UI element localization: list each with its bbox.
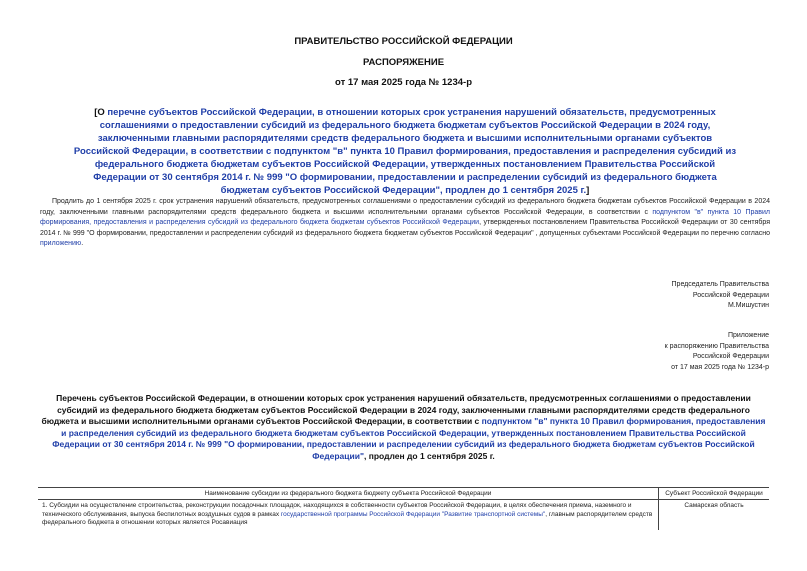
appendix-ref-2: Российской Федерации	[692, 353, 769, 360]
title-link[interactable]: перечне субъектов Российской Федерации, в отношении которых срок устранения нарушений обязательств, предусмотренных соглашениями о предоставлении субсидий из федерального бюджета бюджетам субъектов Российской Федерации в 2024 году, заключенными главными распорядителями средств федерального бюджета и высшими исполнительными органами субъектов Российской Федерации, в соответствии с подпунктом "в" пункта 10 Правил формирования, предоставления и распределения субсидий из федерального бюджета бюджетам субъектов Российской Федерации, утвержденных постановлением Правительства Российской Федерации от 30 сентября 2014 г. № 999 "О формировании, предоставлении и распределении субсидий из федерального бюджета бюджетам субъектов Российской Федерации", продлен до 1 сентября 2025 г.	[73, 107, 737, 196]
document-title	[70, 106, 740, 197]
table-row	[38, 500, 769, 530]
title-bracket-open: [	[94, 107, 98, 118]
list-title-text-2: , продлен до 1 сентября 2025 г.	[363, 450, 495, 461]
paragraph-text-1: Продлить до 1 сентября 2025 г. срок устранения нарушений обязательств, предусмотренных соглашениями о предоставлении субсидий из федерального бюджета бюджетам субъектов Российской Федерации в 2024 году, заключенными главными распорядителями средств федерального бюджета и высшими исполнительными органами субъектов Российской Федерации, в соответствии с	[40, 198, 770, 216]
appendix-ref-1: к распоряжению Правительства	[664, 342, 769, 350]
column-header-subsidy: Наименование субсидии из федерального бюджета бюджету субъекта Российской Федерации	[38, 488, 659, 500]
list-title	[38, 393, 769, 462]
paragraph-text-4: .	[81, 240, 84, 247]
list-title-text-1: Перечень субъектов Российской Федерации, в отношении которых срок устранения нарушений обязательств, предусмотренных соглашениями о предоставлении субсидий из федерального бюджета бюджетам субъектов Российской Федерации в 2024 году, заключенными главными распорядителями средств федерального бюджета и высшими исполнительными органами субъектов Российской Федерации, в соответствии с	[41, 393, 751, 426]
signature-name: М.Мишустин	[727, 302, 769, 309]
table-header-row	[38, 488, 769, 500]
order-paragraph	[40, 197, 770, 250]
subsidies-table	[38, 487, 769, 530]
paragraph-text-3: , допущенных субъектами Российской Федерации по перечню согласно	[533, 229, 770, 237]
signature-position: Председатель Правительства	[671, 281, 769, 288]
signature-country: Российской Федерации	[692, 291, 769, 299]
rules-link[interactable]: подпунктом "в" пункта 10 Правил формирования, предоставления и распределения субсидий из федерального бюджета бюджетам субъектов Российской Федерации	[40, 208, 770, 226]
document-date-number: от 17 мая 2025 года № 1234-р	[335, 77, 472, 88]
appendix-ref-3: от 17 мая 2025 года № 1234-р	[671, 363, 769, 371]
column-header-region: Субъект Российской Федерации	[659, 488, 770, 500]
title-bracket-close: ]	[586, 185, 590, 196]
program-link[interactable]: государственной программы Российской Федерации "Развитие транспортной системы"	[280, 510, 546, 518]
signature-block	[569, 280, 769, 312]
government-heading: ПРАВИТЕЛЬСТВО РОССИЙСКОЙ ФЕДЕРАЦИИ	[294, 36, 513, 47]
subsidy-text-1: 1. Субсидии на осуществление строительства, реконструкции посадочных площадок, находящихся в собственности субъектов Российской Федерации, в целях обеспечения приема, наземного и технического обслуживания, выпуска беспилотных воздушных судов в рамках	[42, 502, 632, 518]
appendix-label: Приложение	[727, 332, 769, 339]
region-cell: Самарская область	[684, 502, 744, 509]
subsidy-text-2: , главным распорядителем средств федерального бюджета в отношении которых является Росавиация	[42, 510, 653, 526]
list-title-link[interactable]: подпунктом "в" пункта 10 Правил формирования, предоставления и распределения субсидий из федерального бюджета бюджетам субъектов Российской Федерации, утвержденных постановлением Правительства Российской Федерации от 30 сентября 2014 г. № 999 "О формировании, предоставлении и распределении субсидий из федерального бюджета бюджетам субъектов Российской Федерации"	[52, 416, 766, 461]
paragraph-text-2: , утвержденных постановлением Правительства Российской Федерации от 30 сентября 2014 г. № 999 "О формировании, предоставлении и распределении субсидий из федерального бюджета бюджетам субъектов Российской Федерации"	[40, 219, 770, 237]
subsidy-cell	[38, 500, 659, 530]
appendix-header	[569, 331, 769, 373]
appendix-link[interactable]: приложению	[40, 240, 82, 247]
document-type: РАСПОРЯЖЕНИЕ	[362, 57, 445, 68]
title-prefix: О	[97, 107, 108, 118]
